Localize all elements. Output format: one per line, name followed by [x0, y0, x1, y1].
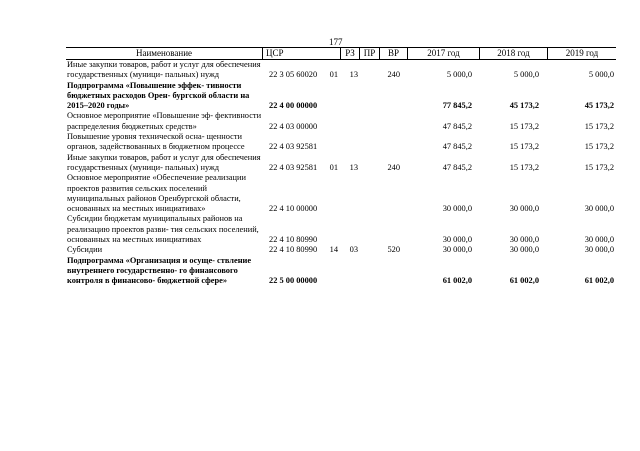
- row-y2017: 30 000,0: [442, 235, 472, 245]
- row-y2017: 77 845,2: [442, 101, 472, 111]
- row-csr: 22 4 00 00000: [269, 101, 318, 111]
- row-csr: 22 4 03 92581: [269, 142, 318, 152]
- row-y2018: 5 000,0: [513, 70, 539, 80]
- row-name: Иные закупки товаров, работ и услуг для обеспечения государственных (муници- пальных) нужд: [67, 152, 261, 172]
- row-name: Иные закупки товаров, работ и услуг для обеспечения государственных (муници- пальных) нужд: [67, 60, 261, 80]
- row-csr: 22 4 10 00000: [269, 204, 318, 214]
- row-name: Основное мероприятие «Обеспечение реализации проектов развития сельских поселений муниципальных районов Оренбургской области, основанных на местных инициативах»: [67, 173, 246, 214]
- row-y2017: 30 000,0: [442, 204, 472, 214]
- row-name: Субсидии бюджетам муниципальных районов на реализацию проектов разви- тия сельских поселений, основанных на местных инициативах: [67, 214, 259, 245]
- table-header: [66, 47, 616, 60]
- table-row: [66, 132, 616, 153]
- table-row: [66, 245, 616, 255]
- row-y2017: 61 002,0: [442, 276, 472, 286]
- header-pr: ПР: [359, 48, 379, 59]
- header-name: Наименование: [135, 48, 193, 58]
- budget-table: [66, 47, 616, 287]
- row-name: Подпрограмма «Повышение эффек- тивности бюджетных расходов Орен- бургской области на 2015–2020 годы»: [67, 80, 250, 111]
- row-y2019: 30 000,0: [584, 235, 614, 245]
- row-y2018: 30 000,0: [509, 245, 539, 255]
- row-y2017: 47 845,2: [442, 121, 472, 131]
- table-row: [66, 153, 616, 174]
- row-name: Субсидии: [67, 245, 103, 255]
- row-pr: 03: [349, 245, 358, 255]
- table-row: [66, 173, 616, 214]
- row-y2018: 45 173,2: [509, 101, 539, 111]
- row-y2019: 30 000,0: [584, 245, 614, 255]
- row-csr: 22 4 10 80990: [269, 235, 318, 245]
- row-vr: 240: [387, 162, 400, 172]
- row-rz: 01: [329, 162, 338, 172]
- table-body: [66, 60, 616, 287]
- row-csr: 22 3 05 60020: [269, 70, 318, 80]
- table-row: [66, 214, 616, 245]
- row-y2017: 5 000,0: [446, 70, 472, 80]
- row-csr: 22 4 10 80990: [269, 245, 318, 255]
- row-y2019: 45 173,2: [584, 101, 614, 111]
- row-csr: 22 5 00 00000: [269, 276, 318, 286]
- header-csr: ЦСР: [262, 48, 340, 59]
- header-2018: 2018 год: [479, 48, 547, 59]
- row-name: Подпрограмма «Организация и осуще- ствление внутреннего государственно- го финансового контроля в финансово- бюджетной сфере»: [67, 255, 252, 286]
- row-y2018: 15 173,2: [509, 121, 539, 131]
- row-name: Повышение уровня технической осна- щенности органов, задействованных в бюджетном процессе: [67, 132, 245, 152]
- row-y2019: 15 173,2: [584, 121, 614, 131]
- row-y2019: 15 173,2: [584, 142, 614, 152]
- row-rz: 01: [329, 70, 338, 80]
- header-2017: 2017 год: [407, 48, 479, 59]
- row-y2019: 61 002,0: [584, 276, 614, 286]
- table-row: [66, 256, 616, 287]
- row-csr: 22 4 03 92581: [269, 162, 318, 172]
- table-row: [66, 111, 616, 132]
- row-pr: 13: [349, 162, 358, 172]
- row-y2018: 30 000,0: [509, 204, 539, 214]
- row-pr: 13: [349, 70, 358, 80]
- row-y2019: 5 000,0: [588, 70, 614, 80]
- row-vr: 240: [387, 70, 400, 80]
- row-y2018: 15 173,2: [509, 162, 539, 172]
- row-name: Основное мероприятие «Повышение эф- фективности распределения бюджетных средств»: [67, 111, 262, 131]
- row-y2019: 15 173,2: [584, 162, 614, 172]
- header-vr: ВР: [379, 48, 407, 59]
- table-row: [66, 81, 616, 112]
- row-y2017: 47 845,2: [442, 142, 472, 152]
- table-row: [66, 60, 616, 81]
- row-y2017: 47 845,2: [442, 162, 472, 172]
- row-csr: 22 4 03 00000: [269, 121, 318, 131]
- row-vr: 520: [387, 245, 400, 255]
- row-y2018: 15 173,2: [509, 142, 539, 152]
- row-y2017: 30 000,0: [442, 245, 472, 255]
- header-rz: РЗ: [340, 48, 359, 59]
- header-2019: 2019 год: [547, 48, 616, 59]
- row-y2019: 30 000,0: [584, 204, 614, 214]
- row-y2018: 30 000,0: [509, 235, 539, 245]
- page-number: 177: [329, 37, 343, 47]
- row-rz: 14: [329, 245, 338, 255]
- row-y2018: 61 002,0: [509, 276, 539, 286]
